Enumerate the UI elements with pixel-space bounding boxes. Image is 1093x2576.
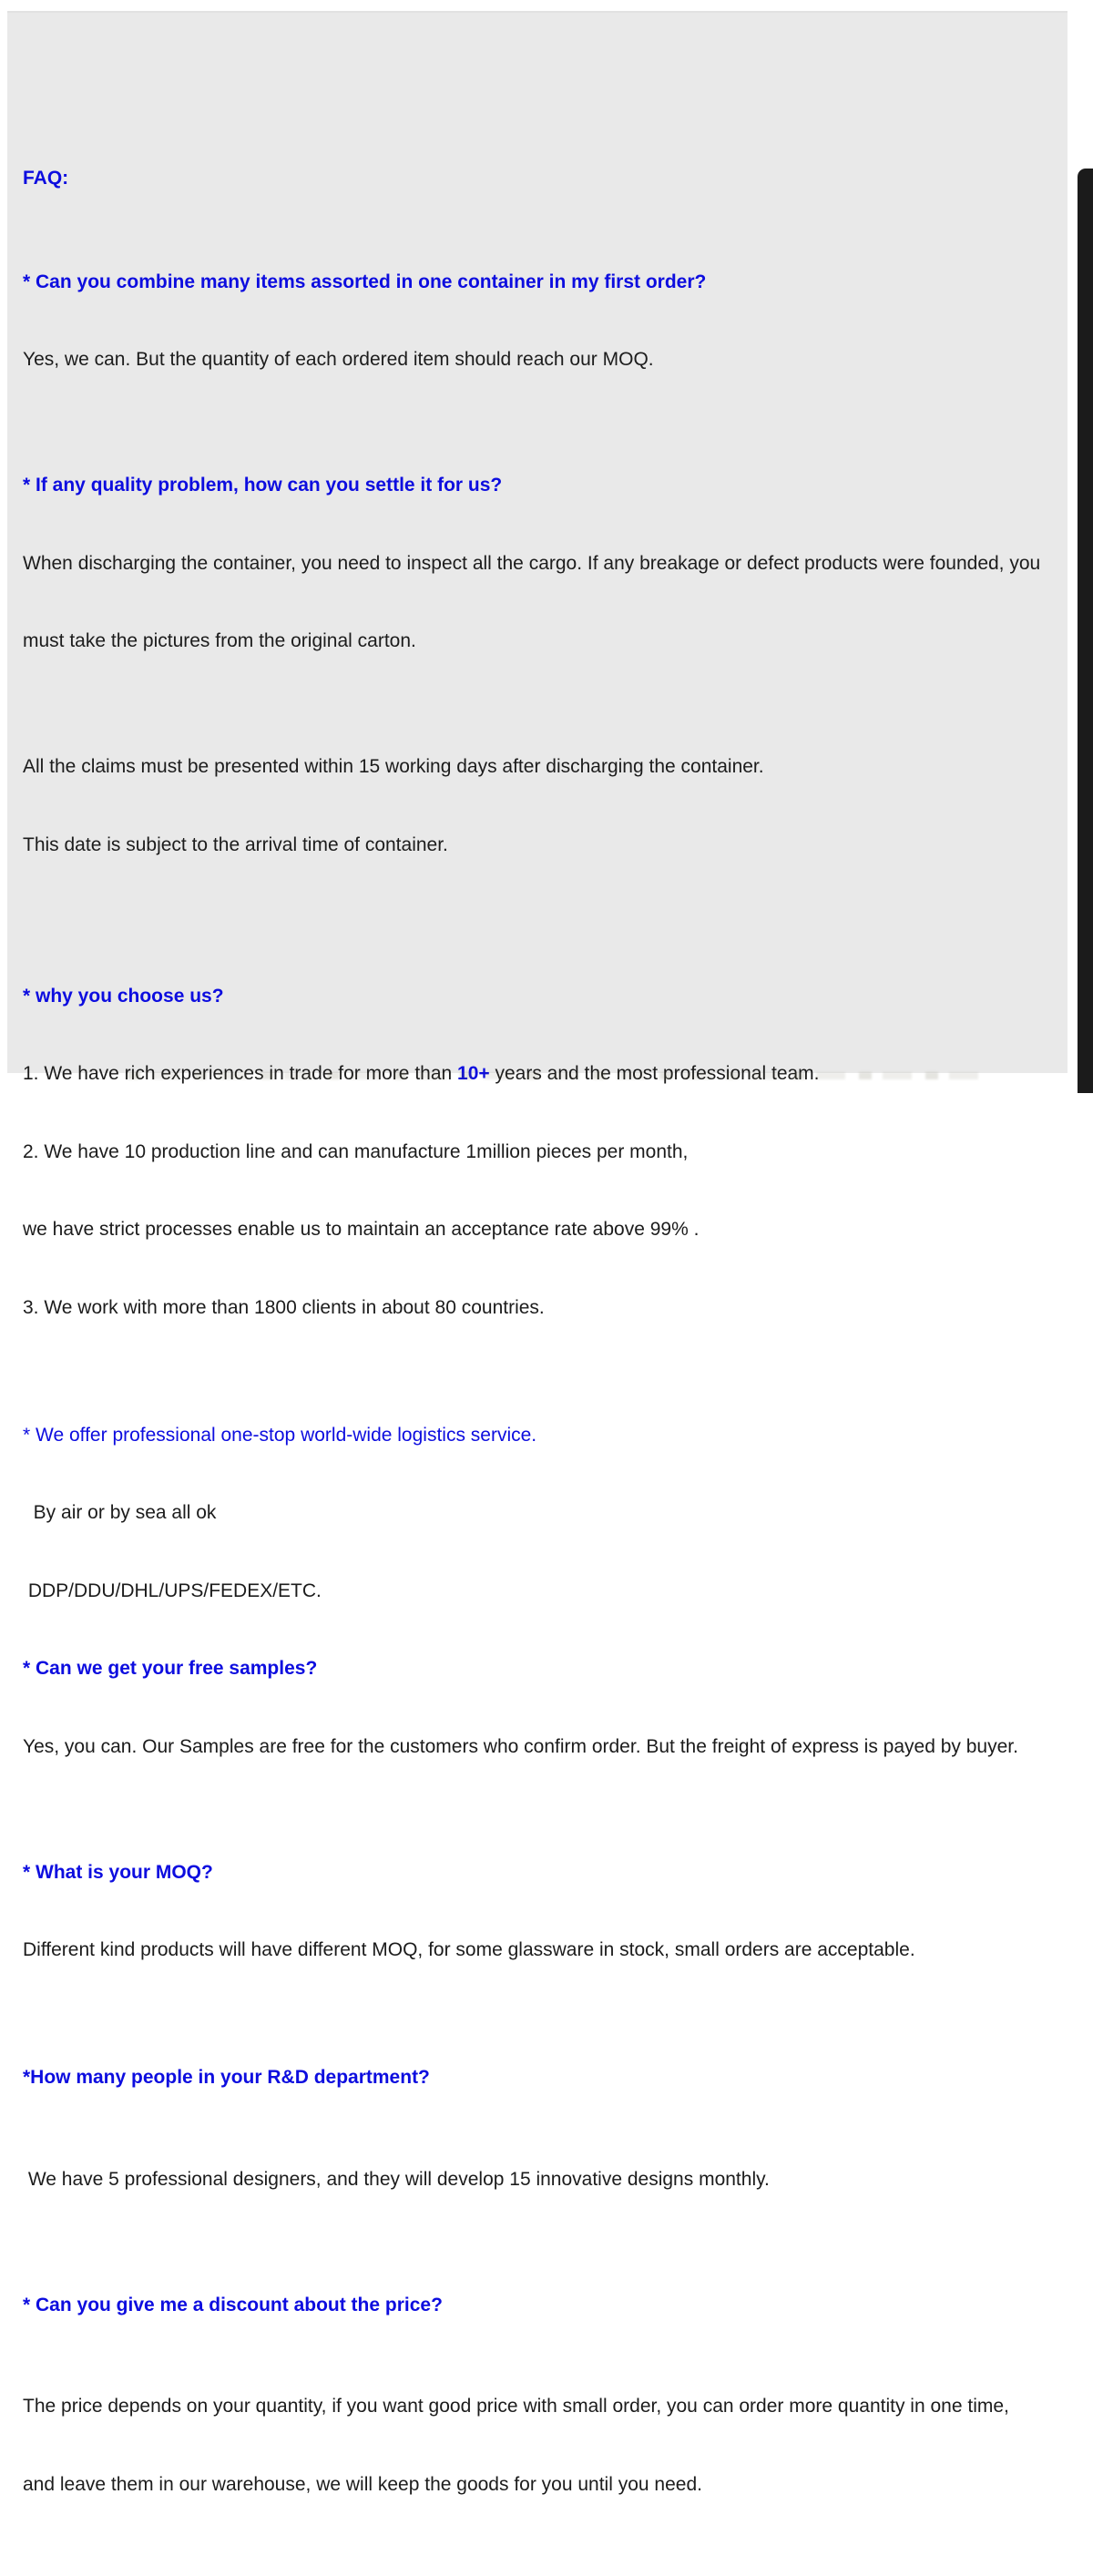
faq-answer-line: The price depends on your quantity, if you want good price with small order, you can order more quantity in one time,	[23, 2396, 1009, 2417]
highlight-text: 10+	[457, 1063, 490, 1084]
faq-question: * why you choose us?	[23, 985, 224, 1007]
faq-question: *How many people in your R&D department?	[23, 2067, 430, 2088]
faq-question: * Can you give me a discount about the price?	[23, 2294, 443, 2315]
faq-answer-line: 3. We work with more than 1800 clients in about 80 countries.	[23, 1296, 545, 1318]
cutoff-text-artifact	[128, 1072, 984, 1079]
faq-content	[23, 87, 1061, 2576]
faq-note-line: All the claims must be presented within 15 working days after discharging the container.	[23, 756, 764, 777]
faq-question: * If any quality problem, how can you settle it for us?	[23, 475, 503, 496]
faq-answer-line: DDP/DDU/DHL/UPS/FEDEX/ETC.	[23, 1579, 322, 1601]
faq-note-line: This date is subject to the arrival time of container.	[23, 833, 448, 855]
answer-text: years and the most professional team.	[489, 1063, 820, 1084]
faq-answer-line: When discharging the container, you need to inspect all the cargo. If any breakage or defect products were founded, you	[23, 552, 1041, 574]
content-panel	[7, 11, 1067, 2495]
right-edge-bar	[1078, 169, 1093, 1093]
faq-answer-line: Different kind products will have different MOQ, for some glassware in stock, small orders are acceptable.	[23, 1939, 915, 1960]
faq-answer-line: Yes, we can. But the quantity of each ordered item should reach our MOQ.	[23, 349, 654, 370]
faq-answer-line: and leave them in our warehouse, we will keep the goods for you until you need.	[23, 2473, 702, 2495]
faq-title: FAQ:	[23, 167, 69, 189]
faq-answer-line: Yes, you can. Our Samples are free for the customers who confirm order. But the freight of express is payed by buyer.	[23, 1735, 1018, 1757]
faq-answer-line: By air or by sea all ok	[23, 1502, 217, 1523]
faq-question: * Can we get your free samples?	[23, 1658, 318, 1679]
faq-statement: * We offer professional one-stop world-wide logistics service.	[23, 1424, 537, 1446]
faq-answer-line: We have 5 professional designers, and they will develop 15 innovative designs monthly.	[23, 2168, 770, 2190]
faq-question: * Can you combine many items assorted in one container in my first order?	[23, 271, 707, 292]
faq-answer-line: we have strict processes enable us to maintain an acceptance rate above 99% .	[23, 1219, 700, 1240]
faq-answer-line: 2. We have 10 production line and can manufacture 1million pieces per month,	[23, 1140, 689, 1162]
answer-text: 1. We have rich experiences in trade for more than	[23, 1063, 458, 1084]
faq-question: * What is your MOQ?	[23, 1861, 213, 1883]
faq-answer-line: must take the pictures from the original carton.	[23, 630, 416, 651]
